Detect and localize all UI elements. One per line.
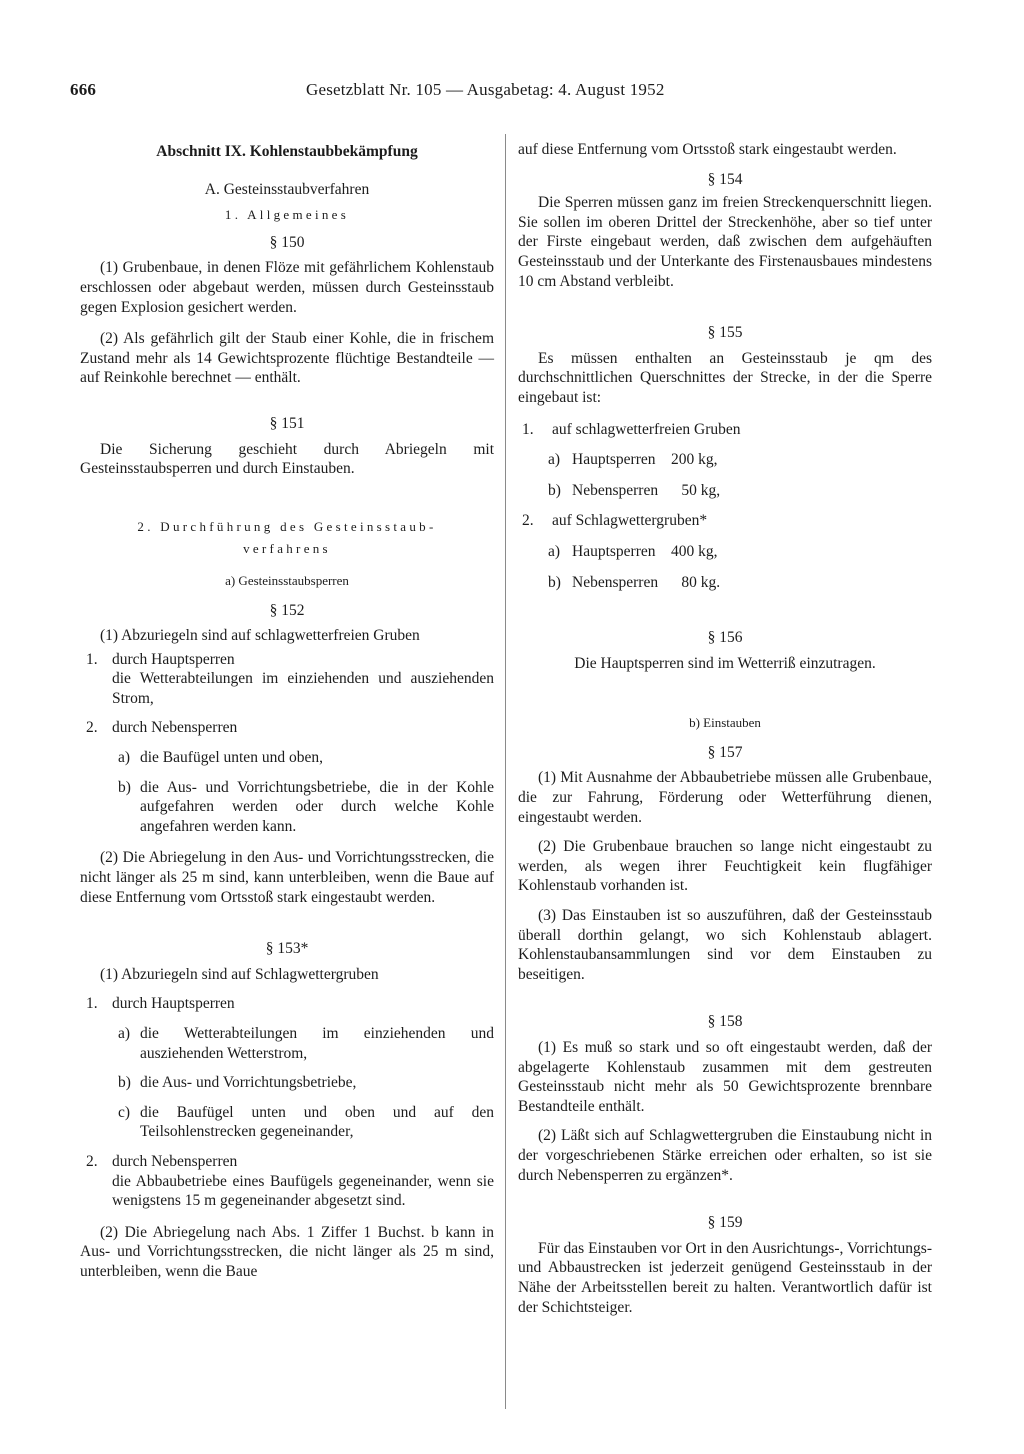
list-item: 1. durch Hauptsperren die Wetterabteilungen im einziehenden und ausziehenden Strom,	[86, 650, 494, 707]
list-item: b) Nebensperren 80 kg.	[548, 573, 721, 591]
right-column	[518, 138, 932, 1317]
paragraph-heading: § 150	[269, 233, 305, 251]
section-title: Abschnitt IX. Kohlenstaubbekämpfung	[156, 143, 418, 160]
paragraph-text: (2) Läßt sich auf Schlagwettergruben die Einstaubung nicht in der vorgeschriebenen Stärke erreichen oder erhalten, so ist sie durch Nebensperren zu ergänzen*.	[518, 1127, 932, 1184]
part-heading: 2. Durchführung des Gesteinsstaub-	[137, 518, 437, 534]
list-item: b) Nebensperren 50 kg,	[548, 481, 721, 499]
paragraph-text: (1) Grubenbaue, in denen Flöze mit gefährlichem Kohlenstaub erschlossen oder abgebaut werden, müssen durch Gesteinsstaub gegen Explosion gesichert werden.	[80, 259, 494, 316]
subsection-heading: b) Einstauben	[689, 715, 761, 731]
paragraph-text: Es müssen enthalten an Gesteinsstaub je qm des durchschnittlichen Querschnittes der Strecke, in der die Sperre eingebaut ist:	[518, 349, 932, 406]
paragraph-text: auf diese Entfernung vom Ortsstoß stark eingestaubt werden.	[518, 141, 897, 158]
list-item: a) die Wetterabteilungen im einziehenden und ausziehenden Wetterstrom,	[118, 1025, 494, 1062]
paragraph-text: (2) Die Abriegelung in den Aus- und Vorrichtungsstrecken, die nicht länger als 25 m sind, kann unterbleiben, wenn die Baue auf diese Entfernung vom Ortsstoß stark eingestaubt werden.	[80, 849, 494, 906]
paragraph-heading: § 153*	[265, 940, 309, 958]
paragraph-text: Für das Einstauben vor Ort in den Ausrichtungs-, Vorrichtungs- und Abbaustrecken ist jederzeit genügend Gesteinsstaub in der Nähe der Arbeitsstellen bereit zu halten. Verantwortlich dafür ist der Schichtsteiger.	[518, 1239, 932, 1316]
paragraph-heading: § 157	[707, 743, 743, 761]
paragraph-text: Die Sicherung geschieht durch Abriegeln mit Gesteinsstaubsperren und durch Einstauben.	[80, 440, 494, 478]
list-item: 1. auf schlagwetterfreien Gruben	[522, 420, 741, 438]
list-item: b) die Aus- und Vorrichtungsbetriebe,	[118, 1074, 357, 1092]
paragraph-heading: § 152	[269, 601, 305, 619]
paragraph-text: (1) Abzuriegeln sind auf Schlagwettergruben	[100, 965, 379, 983]
column-divider	[505, 134, 506, 1409]
paragraph-text: (1) Mit Ausnahme der Abbaubetriebe müssen alle Grubenbaue, die zur Fahrung, Förderung oder Wetterführung dienen, eingestaubt werden.	[518, 769, 932, 826]
running-title: Gesetzblatt Nr. 105 — Ausgabetag: 4. August 1952	[306, 80, 665, 99]
paragraph-text: (1) Abzuriegeln sind auf schlagwetterfreien Gruben	[100, 627, 420, 645]
paragraph-text: (2) Die Abriegelung nach Abs. 1 Ziffer 1 Buchst. b kann in Aus- und Vorrichtungsstrecken, die nicht länger als 25 m sind, unterbleiben, wenn die Baue	[80, 1223, 494, 1280]
subsection-heading: A. Gesteinsstaubverfahren	[204, 180, 370, 198]
list-item: 2. durch Nebensperren	[86, 719, 238, 737]
list-item: c) die Baufügel unten und oben und auf den Teilsohlenstrecken gegeneinander,	[118, 1103, 494, 1141]
paragraph-heading: § 151	[269, 414, 305, 432]
paragraph-heading: § 159	[707, 1214, 743, 1232]
list-item: 2. durch Nebensperren die Abbaubetriebe eines Baufügels gegeneinander, wenn sie wenigstens 15 m gegeneinander abgesetzt sind.	[86, 1152, 494, 1210]
paragraph-text: (1) Es muß so stark und so oft eingestaubt werden, daß der abgelagerte Kohlenstaub zusammen mit dem gestreuten Gesteinsstaub nicht mehr als 50 Gewichtsprozente brennbare Bestandteile enthält.	[518, 1039, 932, 1115]
left-column	[80, 138, 494, 1282]
list-item: a) die Baufügel unten und oben,	[118, 749, 323, 767]
list-item: 2. auf Schlagwettergruben*	[522, 512, 708, 530]
list-item: a) Hauptsperren 200 kg,	[548, 451, 718, 469]
paragraph-text: (3) Das Einstauben ist so auszuführen, daß der Gesteinsstaub überall dorthin gelangt, wo sich Kohlenstaub ablagert. Kohlenstaubansammlungen sind vor dem Einstauben zu beseitigen.	[518, 907, 932, 983]
paragraph-text: (2) Die Grubenbaue brauchen so lange nicht eingestaubt zu werden, als wegen ihrer Feuchtigkeit kein flugfähiger Kohlenstaub vorhanden ist.	[518, 838, 932, 895]
list-item: a) Hauptsperren 400 kg,	[548, 542, 718, 560]
paragraph-text: Die Sperren müssen ganz im freien Streckenquerschnitt liegen. Sie sollen im oberen Drittel der Streckenhöhe, aber so tief unter der Firste eingebaut werden, daß zwischen dem aufgehäuften Gesteinsstaub und der Unterkante des Firstenausbaues mindestens 10 cm Abstand verbleibt.	[518, 194, 932, 290]
page-number: 666	[70, 80, 97, 99]
paragraph-heading: § 155	[707, 324, 743, 342]
paragraph-heading: § 158	[707, 1013, 743, 1031]
list-item: 1. durch Hauptsperren	[86, 995, 235, 1013]
paragraph-text: (2) Als gefährlich gilt der Staub einer Kohle, die in frischem Zustand mehr als 14 Gewichtsprozente flüchtige Bestandteile — auf Reinkohle berechnet — enthält.	[80, 330, 494, 387]
list-item: b) die Aus- und Vorrichtungsbetriebe, die in der Kohle aufgefahren werden oder durch welche Kohle angefahren werden kann.	[118, 778, 494, 835]
part-heading: 1. Allgemeines	[224, 207, 350, 223]
part-heading: verfahrens	[243, 541, 331, 557]
paragraph-heading: § 156	[707, 629, 743, 647]
paragraph-text: Die Hauptsperren sind im Wetterriß einzutragen.	[574, 654, 876, 672]
paragraph-heading: § 154	[707, 170, 743, 188]
subsection-heading: a) Gesteinsstaubsperren	[225, 572, 349, 588]
